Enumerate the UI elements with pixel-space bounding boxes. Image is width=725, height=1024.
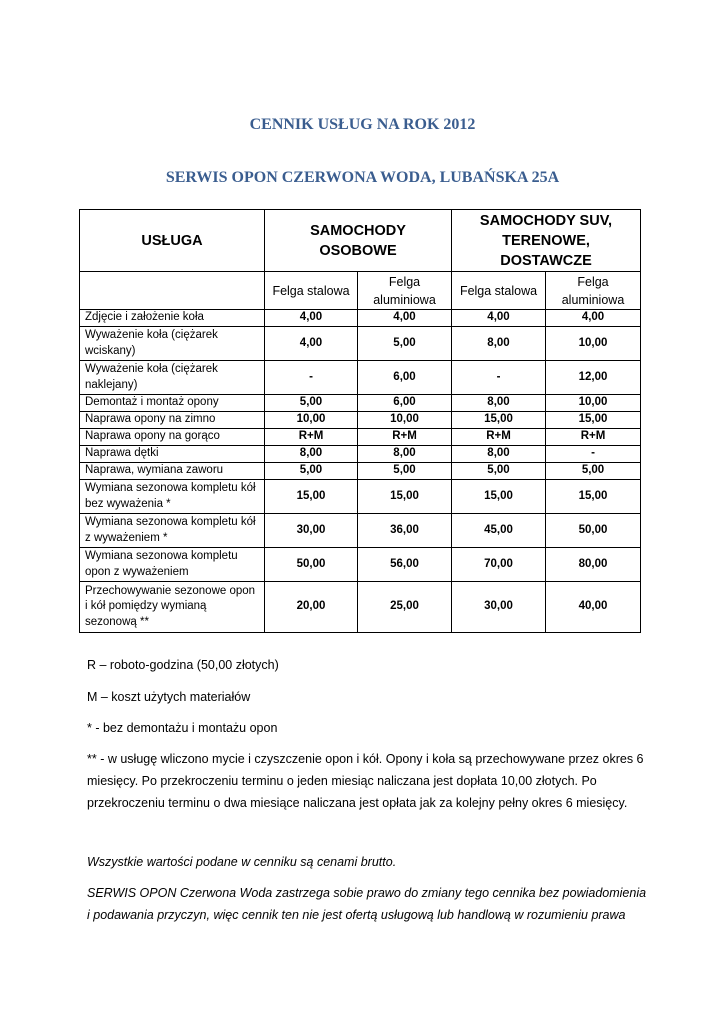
price-cell: 8,00 [358, 446, 452, 463]
page-subtitle: SERWIS OPON CZERWONA WODA, LUBAŃSKA 25A [165, 169, 560, 186]
note-single-star: * - bez demontażu i montażu opon [87, 721, 278, 735]
header-service: USŁUGA [80, 210, 265, 272]
price-cell: 10,00 [546, 395, 641, 412]
note-m: M – koszt użytych materiałów [87, 690, 251, 704]
service-name: Przechowywanie sezonowe opon i kół pomiędzy wymianą sezonową ** [80, 582, 265, 633]
price-cell: 15,00 [546, 412, 641, 429]
price-cell: 56,00 [358, 548, 452, 582]
price-cell: 8,00 [452, 395, 546, 412]
table-row [80, 395, 641, 412]
price-cell: 10,00 [546, 327, 641, 361]
price-cell: 70,00 [452, 548, 546, 582]
price-cell: 50,00 [546, 514, 641, 548]
service-name: Naprawa opony na gorąco [80, 429, 265, 446]
table-row [80, 480, 641, 514]
price-cell: R+M [452, 429, 546, 446]
header-passenger-cars: SAMOCHODY OSOBOWE [265, 210, 452, 272]
table-row [80, 582, 641, 633]
table-row [80, 412, 641, 429]
table-row [80, 361, 641, 395]
price-cell: 15,00 [265, 480, 358, 514]
price-cell: 15,00 [358, 480, 452, 514]
service-name: Wymiana sezonowa kompletu opon z wyważeniem [80, 548, 265, 582]
price-cell: 8,00 [452, 446, 546, 463]
table-row [80, 548, 641, 582]
price-cell: 45,00 [452, 514, 546, 548]
subheader-steel-rim: Felga stalowa [265, 272, 358, 310]
header-empty-cell [80, 272, 265, 310]
note-double-star: ** - w usługę wliczono mycie i czyszczenie opon i kół. Opony i koła są przechowywane przez okres 6 miesięcy. Po przekroczeniu terminu o jeden miesiąc naliczana jest dopłata 10,00 złotych. Po przekroczeniu terminu o dwa miesiące naliczana jest opłata jak za kolejny pełny okres 6 miesięcy. [87, 752, 644, 810]
price-table [79, 209, 641, 633]
service-name: Demontaż i montaż opony [80, 395, 265, 412]
price-cell: 8,00 [265, 446, 358, 463]
service-name: Wyważenie koła (ciężarek naklejany) [80, 361, 265, 395]
note-gross-prices: Wszystkie wartości podane w cenniku są cenami brutto. [87, 855, 397, 869]
price-cell: 4,00 [265, 327, 358, 361]
price-cell: - [546, 446, 641, 463]
table-row [80, 327, 641, 361]
price-cell: 12,00 [546, 361, 641, 395]
price-cell: 15,00 [546, 480, 641, 514]
service-name: Wymiana sezonowa kompletu kół bez wyważenia * [80, 480, 265, 514]
price-cell: 30,00 [265, 514, 358, 548]
price-cell: R+M [358, 429, 452, 446]
price-cell: 4,00 [358, 310, 452, 327]
price-cell: 15,00 [452, 480, 546, 514]
price-cell: 6,00 [358, 361, 452, 395]
price-cell: 40,00 [546, 582, 641, 633]
price-cell: 25,00 [358, 582, 452, 633]
service-name: Naprawa opony na zimno [80, 412, 265, 429]
service-name: Wymiana sezonowa kompletu kół z wyważeniem * [80, 514, 265, 548]
price-cell: 6,00 [358, 395, 452, 412]
subheader-steel-rim: Felga stalowa [452, 272, 546, 310]
price-cell: 5,00 [452, 463, 546, 480]
price-cell: 5,00 [265, 463, 358, 480]
note-disclaimer: SERWIS OPON Czerwona Woda zastrzega sobie prawo do zmiany tego cennika bez powiadomienia i podawania przyczyn, więc cennik ten nie jest ofertą usługową lub handlową w rozumieniu prawa [87, 886, 647, 922]
price-cell: 20,00 [265, 582, 358, 633]
table-row [80, 514, 641, 548]
table-row [80, 429, 641, 446]
service-name: Zdjęcie i założenie koła [80, 310, 265, 327]
note-r: R – roboto-godzina (50,00 złotych) [87, 658, 279, 672]
price-cell: 36,00 [358, 514, 452, 548]
service-name: Naprawa, wymiana zaworu [80, 463, 265, 480]
service-name: Naprawa dętki [80, 446, 265, 463]
price-cell: 30,00 [452, 582, 546, 633]
price-cell: 10,00 [265, 412, 358, 429]
page-title: CENNIK USŁUG NA ROK 2012 [249, 116, 476, 133]
price-cell: 4,00 [265, 310, 358, 327]
header-suv-vans: SAMOCHODY SUV, TERENOWE, DOSTAWCZE [452, 210, 641, 272]
price-cell: 5,00 [358, 463, 452, 480]
service-name: Wyważenie koła (ciężarek wciskany) [80, 327, 265, 361]
price-cell: - [265, 361, 358, 395]
price-cell: 8,00 [452, 327, 546, 361]
price-cell: 4,00 [546, 310, 641, 327]
subheader-alu-rim: Felga aluminiowa [546, 272, 641, 310]
price-cell: R+M [546, 429, 641, 446]
price-cell: 80,00 [546, 548, 641, 582]
table-row [80, 310, 641, 327]
price-cell: 10,00 [358, 412, 452, 429]
price-cell: 50,00 [265, 548, 358, 582]
notes-section [87, 654, 647, 926]
price-cell: 5,00 [265, 395, 358, 412]
price-cell: 5,00 [546, 463, 641, 480]
table-row [80, 463, 641, 480]
price-cell: R+M [265, 429, 358, 446]
subheader-alu-rim: Felga aluminiowa [358, 272, 452, 310]
price-cell: 5,00 [358, 327, 452, 361]
price-cell: 15,00 [452, 412, 546, 429]
price-cell: 4,00 [452, 310, 546, 327]
table-row [80, 446, 641, 463]
price-cell: - [452, 361, 546, 395]
